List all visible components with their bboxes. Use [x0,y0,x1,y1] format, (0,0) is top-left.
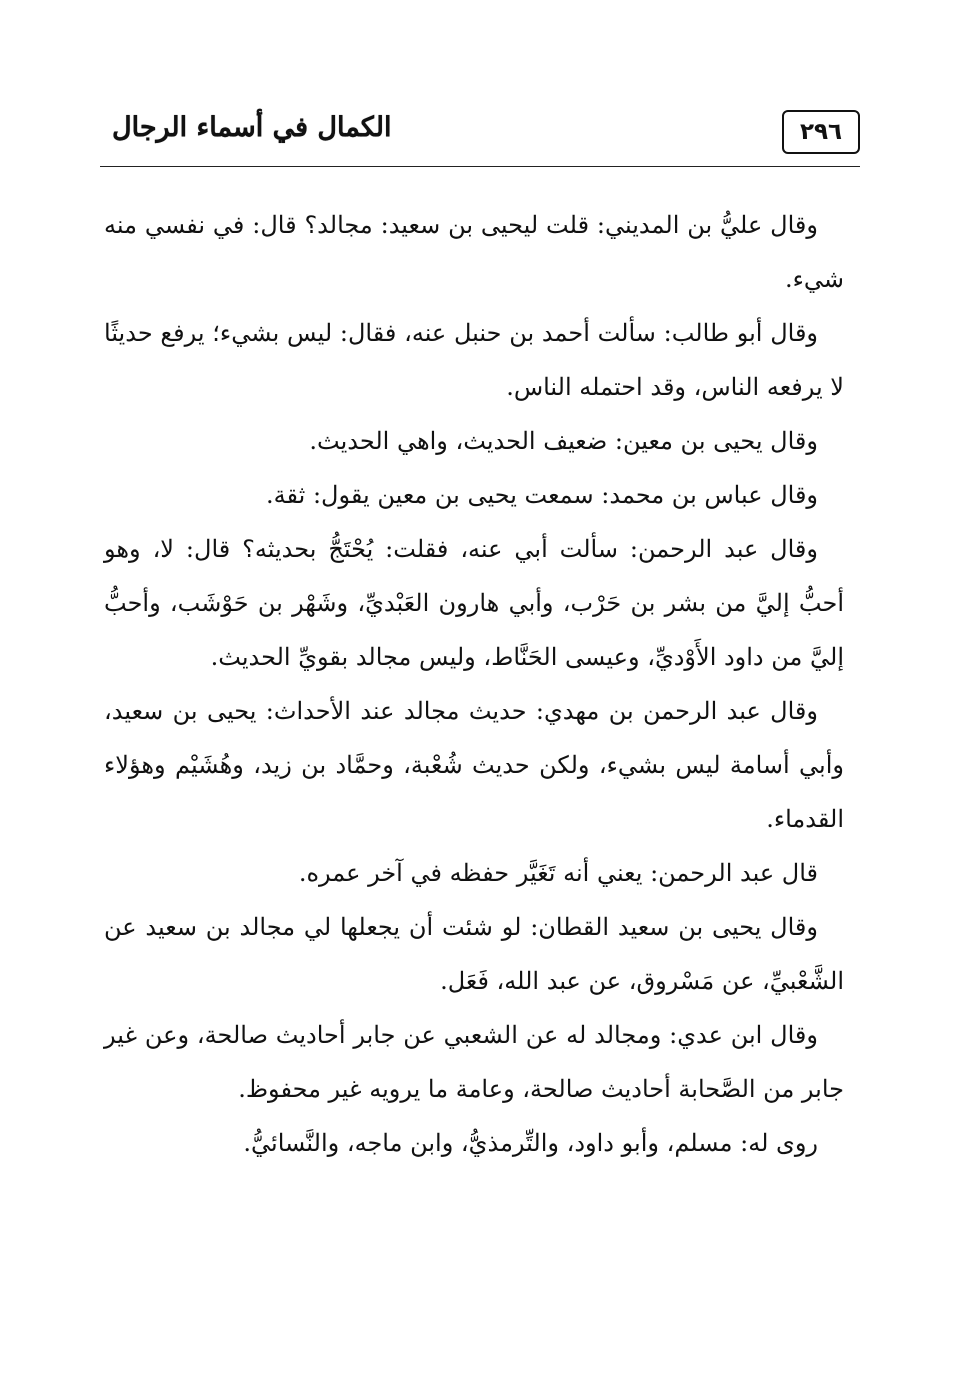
main-text [104,198,844,1170]
paragraph-ali-ibn-al-madini: وقال عليُّ بن المديني: قلت ليحيى بن سعيد: مجالد؟ قال: في نفسي منه شيء. [104,211,844,293]
paragraph-ibn-adi: وقال ابن عدي: ومجالد له عن الشعبي عن جابر أحاديث صالحة، وعن غير جابر من الصَّحابة أحاديث صالحة، وعامة ما يرويه غير محفوظ. [104,1021,844,1103]
paragraph-abu-talib: وقال أبو طالب: سألت أحمد بن حنبل عنه، فقال: ليس بشيء؛ يرفع حديثًا لا يرفعه الناس، وقد احتمله الناس. [104,319,844,401]
paragraph-abbas-ibn-muhammad: وقال عباس بن محمد: سمعت يحيى بن معين يقول: ثقة. [266,481,818,509]
paragraph-ibn-mahdi: وقال عبد الرحمن بن مهدي: حديث مجالد عند الأحداث: يحيى بن سعيد، وأبي أسامة ليس بشيء، ولكن حديث شُعْبة، وحمَّاد بن زيد، وهُشَيْم وهؤلاء القدماء. [104,697,844,833]
paragraph-abd-al-rahman-note: قال عبد الرحمن: يعني أنه تَغَيَّر حفظه في آخر عمره. [298,859,818,887]
paragraph-yahya-al-qattan: وقال يحيى بن سعيد القطان: لو شئت أن يجعلها لي مجالد بن سعيد عن الشَّعْبيِّ، عن مَسْروق، عن عبد الله، فَعَل. [104,913,844,995]
paragraph-abd-al-rahman-abu-hatim: وقال عبد الرحمن: سألت أبي عنه، فقلت: يُحْتَجُّ بحديثه؟ قال: لا، وهو أحبُّ إليَّ من بشر بن حَرْب، وأبي هارون العَبْديِّ، وشَهْر بن حَوْشَب، وأحبُّ إليَّ من داود الأَوْديِّ، وعيسى الحَنَّاط، وليس مجالد بقويِّ الحديث. [104,535,844,671]
running-title: الكمال في أسماء الرجال [112,112,392,143]
header-divider [100,166,860,167]
paragraph-yahya-ibn-main: وقال يحيى بن معين: ضعيف الحديث، واهي الحديث. [309,427,818,455]
paragraph-narrators: روى له: مسلم، وأبو داود، والتِّرمذيُّ، وابن ماجه، والنَّسائيُّ. [243,1129,818,1157]
page-number: ٢٩٦ [782,110,860,154]
page-header [100,100,860,164]
